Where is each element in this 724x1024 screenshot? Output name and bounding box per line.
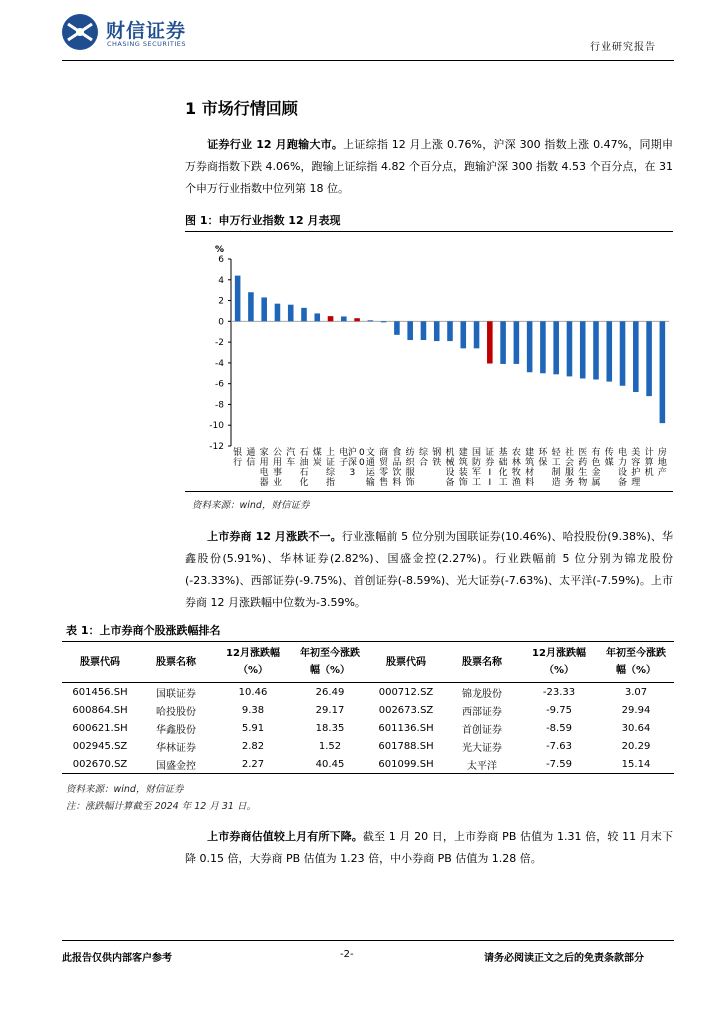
bar-有色金属 [593, 321, 599, 379]
table-cell: 华鑫股份 [156, 724, 196, 736]
table-row [62, 719, 674, 737]
col-header: 年初至今涨跌幅（%） [606, 648, 666, 676]
company-logo-icon [62, 14, 98, 50]
table-cell: 002945.SZ [72, 740, 128, 752]
table-cell: 太平洋 [467, 760, 497, 772]
y-tick-label: -4 [215, 358, 224, 369]
x-category-label: 上证综指 [326, 448, 336, 488]
table-cell: 10.46 [238, 686, 268, 698]
x-category-label: 社会服务 [564, 448, 574, 488]
x-category-label: 电子 [339, 448, 349, 468]
bar-环保 [540, 321, 546, 373]
y-axis-label: % [215, 245, 225, 255]
y-tick-label: -10 [209, 421, 224, 432]
bar-家用电器 [261, 297, 267, 321]
x-category-label: 国防军工 [472, 448, 482, 488]
paragraph-lead: 证券行业 12 月跑输大市。 [207, 138, 344, 151]
x-category-label: 机械设备 [445, 448, 455, 488]
y-tick-label: -8 [215, 400, 224, 411]
y-tick-label: 6 [218, 255, 224, 265]
x-category-label: 综合 [418, 448, 428, 468]
bar-基础化工 [500, 321, 506, 364]
paragraph-stock-performance [185, 526, 673, 614]
bar-国防军工 [474, 321, 480, 348]
bar-银行 [235, 276, 241, 322]
table-cell: 600864.SH [72, 704, 128, 716]
bar-证券II [487, 321, 493, 363]
y-tick-label: -6 [215, 379, 224, 390]
x-category-label: 证券 I I [485, 448, 495, 488]
header-divider [62, 60, 674, 61]
x-category-label: 环保 [538, 448, 548, 468]
footer-disclaimer-right: 请务必阅读正文之后的免责条款部分 [484, 953, 644, 964]
table-cell: 600621.SH [72, 722, 128, 734]
y-tick-label: -2 [215, 338, 224, 349]
bar-公用事业 [275, 304, 281, 322]
footer-divider [62, 940, 674, 941]
bar-综合 [421, 321, 427, 340]
figure-caption: 图 1：申万行业指数 12 月表现 [185, 214, 341, 227]
table-cell: 9.38 [241, 704, 265, 716]
bar-电力设备 [620, 321, 626, 385]
x-category-label: 传媒 [604, 448, 614, 468]
x-category-label: 煤炭 [312, 448, 322, 468]
bar-食品饮料 [394, 321, 400, 335]
bar-农林牧渔 [514, 321, 520, 364]
table-cell: -7.63 [546, 740, 572, 752]
y-tick-label: 2 [218, 296, 224, 307]
x-category-label: 通信 [246, 448, 256, 468]
bar-沪深300 [354, 318, 360, 321]
x-category-label: 农林牧渔 [511, 448, 521, 488]
footer-disclaimer-left: 此报告仅供内部客户参考 [62, 953, 172, 964]
bar-商贸零售 [381, 321, 387, 322]
x-category-label: 基础化工 [498, 448, 508, 488]
table-cell: 002670.SZ [72, 758, 128, 770]
paragraph-body: 行业涨幅前 5 位分别为国联证券(10.46%)、哈投股份(9.38%)、华鑫股份(5.91%)、华林证券(2.82%)、国盛金控(2.27%)。行业跌幅前 5 位分别为锦龙股份(-23.33%)、西部证券(-9.75%)、首创证券(-8.59%)、光大证券(-7.63%)、太平洋(-7.59%)。上市券商 12 月涨跌幅中位数为-3.59%。 [185, 530, 674, 609]
col-header: 股票名称 [462, 656, 502, 668]
bar-轻工制造 [553, 321, 559, 374]
bar-建筑材料 [527, 321, 533, 372]
x-category-label: 计算机 [644, 448, 654, 478]
table-cell: 5.91 [241, 722, 265, 734]
bar-纺织服饰 [407, 321, 413, 340]
table-cell: 国联证券 [156, 688, 196, 700]
paragraph-market-review [185, 134, 673, 200]
table-cell: 18.35 [315, 722, 345, 734]
y-tick-label: 4 [218, 275, 224, 286]
table-cell: -9.75 [546, 704, 572, 716]
table-cell: 2.82 [241, 740, 265, 752]
figure-source: 资料来源：wind，财信证券 [192, 500, 310, 511]
table-cell: 哈投股份 [156, 706, 196, 718]
x-category-label: 房地产 [657, 448, 667, 478]
x-category-label: 汽车 [286, 448, 296, 468]
table-cell: 601136.SH [378, 722, 434, 734]
table-caption: 表 1：上市券商个股涨跌幅排名 [66, 624, 221, 637]
table-cell: 首创证券 [462, 724, 502, 736]
x-category-label: 沪深 30 0 [347, 448, 365, 478]
table-row [62, 701, 674, 719]
x-category-label: 文通运输 [365, 448, 375, 488]
logo-text-en: CHASING SECURITIES [107, 40, 186, 48]
x-category-label: 商贸零售 [379, 448, 389, 488]
paragraph-valuation [185, 826, 673, 870]
table-note: 注：涨跌幅计算截至 2024 年 12 月 31 日。 [66, 801, 256, 812]
figure-bottom-rule [185, 491, 673, 492]
y-tick-label: 0 [218, 317, 224, 328]
table-cell: 锦龙股份 [462, 688, 502, 700]
x-category-label: 轻工制造 [551, 448, 561, 488]
col-header: 年初至今涨跌幅（%） [300, 648, 360, 676]
bar-文通运输 [368, 320, 374, 321]
table-cell: 国盛金控 [156, 760, 196, 772]
table-cell: 光大证券 [462, 742, 502, 754]
table-cell: 26.49 [315, 686, 345, 698]
x-category-label: 石油石化 [299, 448, 309, 488]
table-source: 资料来源：wind，财信证券 [66, 784, 184, 795]
table-cell: 2.27 [241, 758, 265, 770]
table-cell: 601099.SH [378, 758, 434, 770]
table-cell: 华林证券 [156, 742, 196, 754]
y-tick-label: -12 [209, 442, 224, 452]
table-row [62, 683, 674, 702]
table-cell: 30.64 [621, 722, 651, 734]
paragraph-body: 截至 1 月 20 日，上市券商 PB 估值为 1.31 倍，较 11 月末下降 0.15 倍，大券商 PB 估值为 1.23 倍，中小券商 PB 估值为 1.28 倍。 [185, 830, 673, 865]
table-cell: -23.33 [542, 686, 576, 698]
table-header-row [62, 642, 674, 683]
bar-上证综指 [328, 316, 334, 321]
document-type-label: 行业研究报告 [590, 42, 656, 53]
x-category-label: 有色金属 [591, 448, 601, 488]
x-category-label: 家用电器 [259, 448, 269, 488]
table-cell: 29.17 [315, 704, 345, 716]
brokerage-ranking-table [62, 641, 674, 774]
bar-社会服务 [567, 321, 573, 376]
col-header: 12月涨跌幅（%） [532, 648, 586, 676]
table-row [62, 755, 674, 774]
table-row [62, 737, 674, 755]
table-cell: 1.52 [318, 740, 342, 752]
col-header: 股票代码 [386, 656, 426, 668]
paragraph-lead: 上市券商 12 月涨跌不一。 [207, 530, 342, 543]
table-cell: 000712.SZ [378, 686, 434, 698]
bar-煤炭 [314, 313, 320, 321]
table-cell: -8.59 [546, 722, 572, 734]
x-category-label: 电力设备 [618, 448, 628, 488]
bar-建筑装饰 [460, 321, 466, 348]
bar-传媒 [606, 321, 612, 381]
figure-top-rule [185, 231, 673, 232]
bar-计算机 [646, 321, 652, 396]
table-cell: 601788.SH [378, 740, 434, 752]
table-cell: -7.59 [546, 758, 572, 770]
table-cell: 40.45 [315, 758, 345, 770]
x-category-label: 医药生物 [578, 448, 588, 488]
industry-index-bar-chart [185, 238, 673, 488]
col-header: 12月涨跌幅（%） [226, 648, 280, 676]
x-category-label: 公用事业 [272, 448, 282, 488]
bar-美容护理 [633, 321, 639, 392]
table-cell: 20.29 [621, 740, 651, 752]
table-cell: 15.14 [621, 758, 651, 770]
table-cell: 002673.SZ [378, 704, 434, 716]
x-category-label: 建筑材料 [525, 448, 535, 488]
col-header: 股票代码 [80, 656, 120, 668]
x-category-label: 纺织服饰 [405, 448, 415, 488]
table-cell: 601456.SH [72, 686, 128, 698]
bar-石油石化 [301, 308, 307, 322]
paragraph-body: 上证综指 12 月上涨 0.76%，沪深 300 指数上涨 0.47%，同期申万券商指数下跌 4.06%，跑输上证综指 4.82 个百分点，跑输沪深 300 指数 4.53 个百分点，在 31 个申万行业指数中位列第 18 位。 [185, 138, 673, 195]
bar-钢铁 [434, 321, 440, 341]
bar-电子 [341, 316, 347, 321]
col-header: 股票名称 [156, 656, 196, 668]
x-category-label: 建筑装饰 [458, 448, 468, 488]
bar-医药生物 [580, 321, 586, 378]
x-category-label: 银行 [233, 448, 243, 468]
bar-机械设备 [447, 321, 453, 341]
table-cell: 29.94 [621, 704, 651, 716]
logo-text-cn: 财信证券 [106, 20, 187, 42]
bar-房地产 [660, 321, 666, 423]
x-category-label: 钢铁 [432, 448, 442, 468]
bar-通信 [248, 292, 254, 321]
section-title: 1 市场行情回顾 [185, 99, 298, 118]
page-number: -2- [340, 949, 354, 960]
table-cell: 西部证券 [462, 706, 502, 718]
x-category-label: 食品饮料 [392, 448, 402, 488]
bar-汽车 [288, 305, 294, 322]
paragraph-lead: 上市券商估值较上月有所下降。 [207, 830, 363, 843]
x-category-label: 美容护理 [631, 448, 641, 488]
table-cell: 3.07 [624, 686, 648, 698]
